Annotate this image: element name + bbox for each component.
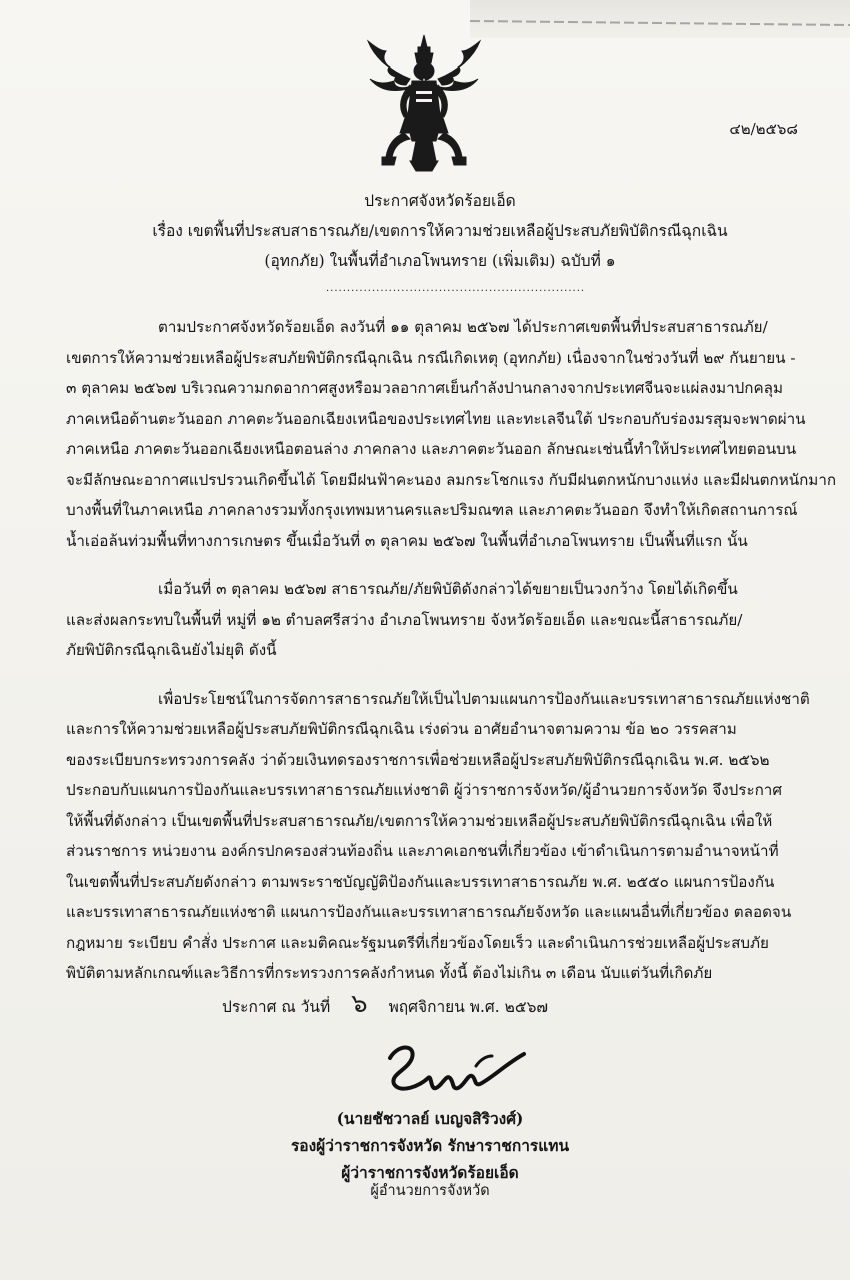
text-line: ของระเบียบกระทรวงการคลัง ว่าด้วยเงินทดรองราชการเพื่อช่วยเหลือผู้ประสบภัยพิบัติกรณีฉุกเฉิน พ.ศ. ๒๕๖๒ xyxy=(66,750,770,769)
text-line: ประกอบกับแผนการป้องกันและบรรเทาสาธารณภัยแห่งชาติ ผู้ว่าราชการจังหวัด/ผู้อำนวยการจังหวัด จึงประกาศ xyxy=(66,781,782,799)
text-line: จะมีลักษณะอากาศแปรปรวนเกิดขึ้นได้ โดยมีฝนฟ้าคะนอง ลมกระโชกแรง กับมีฝนตกหนักบางแห่ง และมีฝนตกหนักมาก xyxy=(66,470,837,489)
title-block xyxy=(80,186,800,276)
text-line: กฎหมาย ระเบียบ คำสั่ง ประกาศ และมติคณะรัฐมนตรีที่เกี่ยวข้องโดยเร็ว และดำเนินการช่วยเหลือผู้ประสบภัย xyxy=(66,933,769,952)
text-line: และการให้ความช่วยเหลือผู้ประสบภัยพิบัติกรณีฉุกเฉิน เร่งด่วน อาศัยอำนาจตามความ ข้อ ๒๐ วรรคสาม xyxy=(66,720,737,738)
subject-line-continued: (อุทกภัย) ในพื้นที่อำเภอโพนทราย (เพิ่มเติม) ฉบับที่ ๑ xyxy=(264,252,616,270)
text-line: เพื่อประโยชน์ในการจัดการสาธารณภัยให้เป็นไปตามแผนการป้องกันและบรรเทาสาธารณภัยแห่งชาติ xyxy=(158,689,810,708)
text-line: ภาคเหนือ ภาคตะวันออกเฉียงเหนือตอนล่าง ภาคกลาง และภาคตะวันออก ลักษณะเช่นนี้ทำให้ประเทศไทยตอนบน xyxy=(66,440,797,458)
date-month-year: พฤศจิกายน พ.ศ. ๒๕๖๗ xyxy=(388,998,549,1016)
signatory-position: รองผู้ว่าราชการจังหวัด รักษาราชการแทน xyxy=(290,1136,570,1155)
text-line: ในเขตพื้นที่ประสบภัยดังกล่าว ตามพระราชบัญญัติป้องกันและบรรเทาสาธารณภัย พ.ศ. ๒๕๕๐ แผนการป้องกัน xyxy=(66,872,775,891)
text-line: ให้พื้นที่ดังกล่าว เป็นเขตพื้นที่ประสบสาธารณภัย/เขตการให้ความช่วยเหลือผู้ประสบภัยพิบัติกรณีฉุกเฉิน เพื่อให้ xyxy=(66,811,773,830)
text-line: น้ำเอ่อล้นท่วมพื้นที่ทางการเกษตร ขึ้นเมื่อวันที่ ๓ ตุลาคม ๒๕๖๗ ในพื้นที่อำเภอโพนทราย เป็นพื้นที่แรก นั้น xyxy=(66,531,748,550)
document-number: ๔๒/๒๕๖๘ xyxy=(729,120,798,138)
text-line: และส่งผลกระทบในพื้นที่ หมู่ที่ ๑๒ ตำบลศรีสว่าง อำเภอโพนทราย จังหวัดร้อยเอ็ด และขณะนี้สาธารณภัย/ xyxy=(66,610,743,629)
scan-edge xyxy=(470,0,850,38)
paragraph-background xyxy=(66,312,837,556)
signatory-block xyxy=(260,1105,600,1198)
handwritten-signature xyxy=(376,1034,536,1102)
document-body xyxy=(66,312,837,1007)
text-line: เขตการให้ความช่วยเหลือผู้ประสบภัยพิบัติกรณีฉุกเฉิน กรณีเกิดเหตุ (อุทกภัย) เนื่องจากในช่วงวันที่ ๒๙ กันยายน - xyxy=(66,348,796,367)
text-line: ภัยพิบัติกรณีฉุกเฉินยังไม่ยุติ ดังนี้ xyxy=(66,641,277,659)
subject-line: เรื่อง เขตพื้นที่ประสบสาธารณภัย/เขตการให้ความช่วยเหลือผู้ประสบภัยพิบัติกรณีฉุกเฉิน xyxy=(152,222,728,240)
text-line: บางพื้นที่ในภาคเหนือ ภาคกลางรวมทั้งกรุงเทพมหานครและปริมณฑล และภาคตะวันออก จึงทำให้เกิดสถานการณ์ xyxy=(66,501,798,519)
text-line: ตามประกาศจังหวัดร้อยเอ็ด ลงวันที่ ๑๑ ตุลาคม ๒๕๖๗ ได้ประกาศเขตพื้นที่ประสบสาธารณภัย/ xyxy=(158,318,768,336)
text-line: ส่วนราชการ หน่วยงาน องค์กรปกครองส่วนท้องถิ่น และภาคเอกชนที่เกี่ยวข้อง เข้าดำเนินการตามอำนาจหน้าที่ xyxy=(66,842,779,860)
signatory-name: (นายชัชวาลย์ เบญจสิริวงศ์) xyxy=(336,1109,524,1128)
announcement-date xyxy=(222,989,549,1019)
date-prefix: ประกาศ ณ วันที่ xyxy=(222,998,331,1016)
signatory-position: ผู้ว่าราชการจังหวัดร้อยเอ็ด xyxy=(341,1163,519,1182)
text-line: เมื่อวันที่ ๓ ตุลาคม ๒๕๖๗ สาธารณภัย/ภัยพิบัติดังกล่าวได้ขยายเป็นวงกว้าง โดยได้เกิดขึ้น xyxy=(158,580,738,598)
text-line: ๓ ตุลาคม ๒๕๖๗ บริเวณความกดอากาศสูงหรือมวลอากาศเย็นกำลังปานกลางจากประเทศจีนจะแผ่ลงมาปกคลุม xyxy=(66,379,783,397)
text-line: ภาคเหนือด้านตะวันออก ภาคตะวันออกเฉียงเหนือของประเทศไทย และทะเลจีนใต้ ประกอบกับร่องมรสุมจะพาดผ่าน xyxy=(66,409,806,428)
title-divider: .............................................................. xyxy=(326,283,586,294)
paragraph-declaration xyxy=(66,684,808,989)
text-line: พิบัติตามหลักเกณฑ์และวิธีการที่กระทรวงการคลังกำหนด ทั้งนี้ ต้องไม่เกิน ๓ เดือน นับแต่วันที่เกิดภัย xyxy=(66,964,713,982)
garuda-emblem-icon xyxy=(360,33,488,173)
text-line: และบรรเทาสาธารณภัยแห่งชาติ แผนการป้องกันและบรรเทาสาธารณภัยจังหวัด และแผนอื่นที่เกี่ยวข้อง ตลอดจน xyxy=(66,903,792,921)
signatory-position: ผู้อำนวยการจังหวัด xyxy=(370,1183,490,1199)
handwritten-day: ๖ xyxy=(351,989,368,1019)
paragraph-situation xyxy=(66,574,808,666)
announcement-title: ประกาศจังหวัดร้อยเอ็ด xyxy=(364,192,516,210)
